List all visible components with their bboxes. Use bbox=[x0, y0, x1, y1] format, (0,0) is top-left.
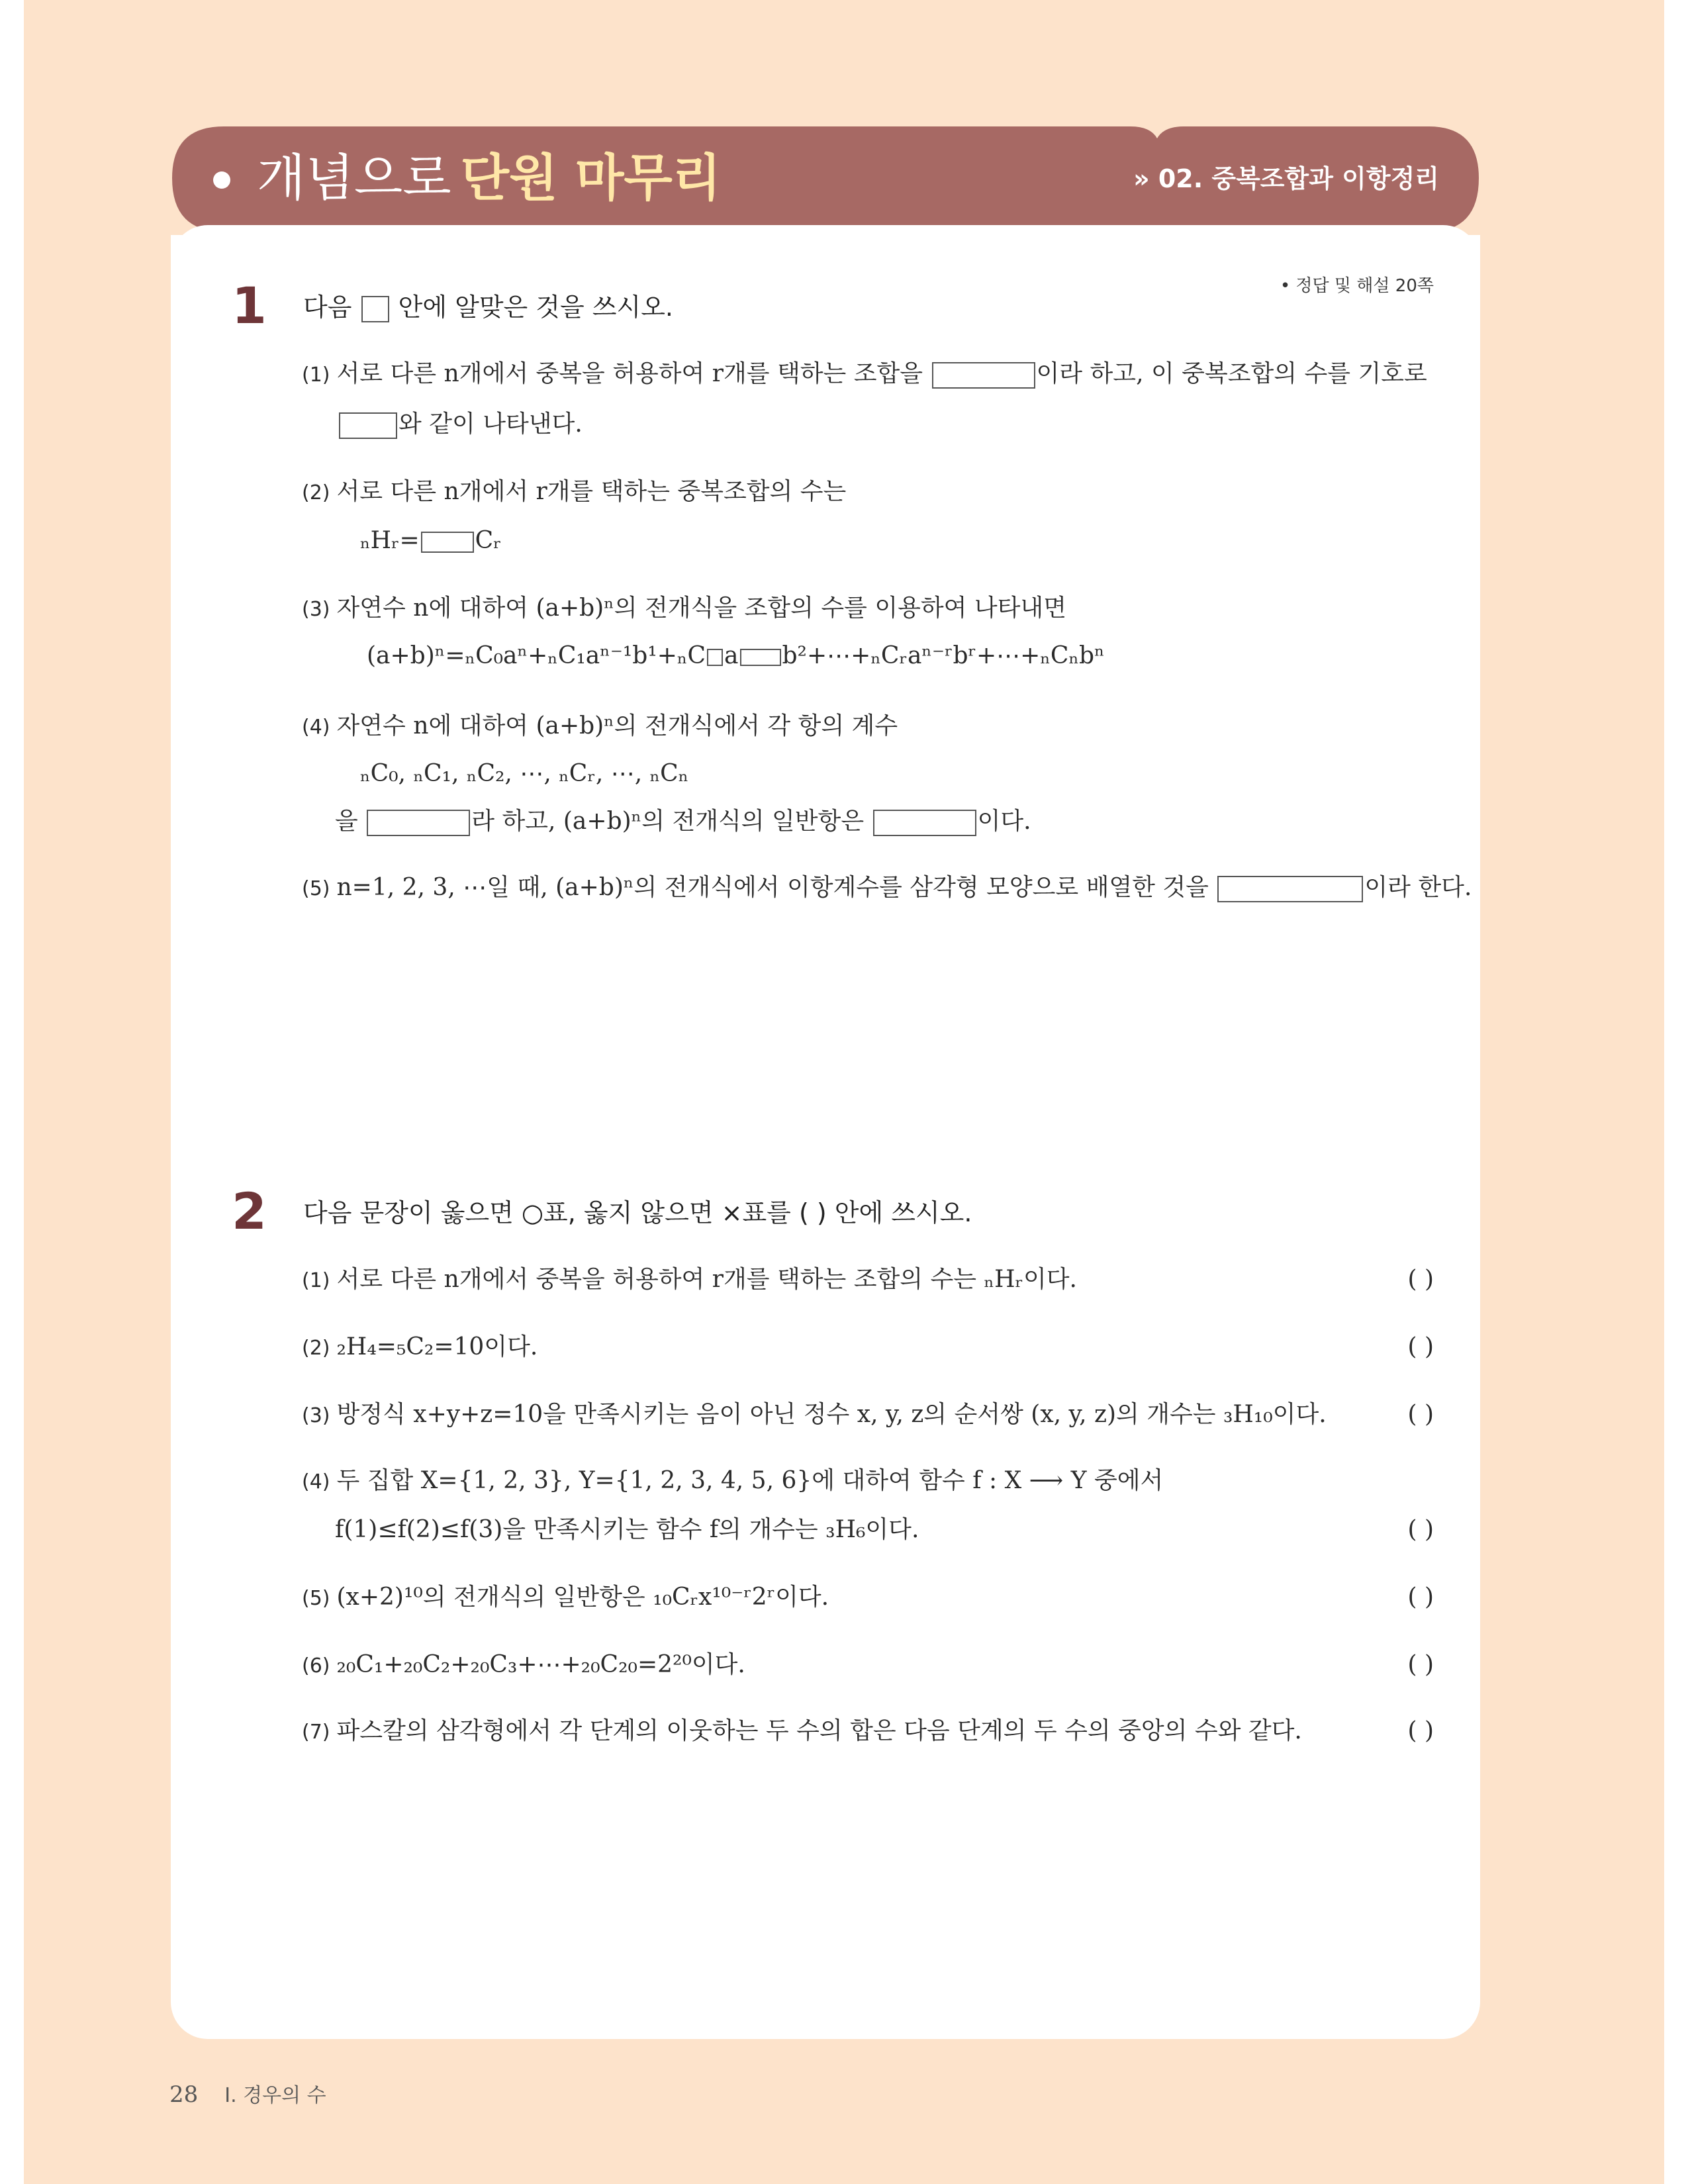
answer-paren[interactable]: ( ) bbox=[1407, 1266, 1434, 1293]
q1-item-4-line1 bbox=[302, 710, 898, 743]
question-title bbox=[303, 291, 673, 324]
item-text: 파스칼의 삼각형에서 각 단계의 이웃하는 두 수의 합은 다음 단계의 두 수의 중앙의 수와 같다. bbox=[336, 1717, 1302, 1744]
q1-item-4-line2: ₙC₀, ₙC₁, ₙC₂, ⋯, ₙCᵣ, ⋯, ₙCₙ bbox=[360, 760, 689, 787]
item-text: 라 하고, (a+b)ⁿ의 전개식의 일반항은 bbox=[471, 808, 865, 835]
item-number: (3) bbox=[302, 1404, 330, 1427]
item-text: ₂H₄=₅C₂=10이다. bbox=[336, 1333, 538, 1360]
item-number: (4) bbox=[302, 1470, 330, 1494]
answer-blank[interactable] bbox=[873, 810, 976, 836]
item-number: (7) bbox=[302, 1721, 330, 1744]
answer-paren[interactable]: ( ) bbox=[1407, 1717, 1434, 1744]
question-number: 2 bbox=[232, 1182, 267, 1241]
q2-item-5 bbox=[302, 1582, 829, 1615]
content-card bbox=[171, 235, 1480, 2039]
chapter-label: I. 경우의 수 bbox=[224, 2084, 326, 2107]
item-number: (4) bbox=[302, 716, 330, 739]
answer-paren[interactable]: ( ) bbox=[1407, 1651, 1434, 1678]
banner-title-bold: 단원 마무리 bbox=[460, 148, 722, 207]
q1-item-1-line1 bbox=[302, 358, 1427, 391]
item-text: 방정식 x+y+z=10을 만족시키는 음이 아닌 정수 x, y, z의 순서쌍 (x, y, z)의 개수는 ₃H₁₀이다. bbox=[336, 1401, 1327, 1428]
answer-blank[interactable] bbox=[367, 810, 470, 836]
item-text: 두 집합 X={1, 2, 3}, Y={1, 2, 3, 4, 5, 6}에 대하여 함수 f : X ⟶ Y 중에서 bbox=[336, 1467, 1164, 1494]
item-text: 자연수 n에 대하여 (a+b)ⁿ의 전개식에서 각 항의 계수 bbox=[336, 712, 898, 739]
answer-blank[interactable] bbox=[339, 412, 397, 439]
formula-part: a bbox=[724, 642, 739, 669]
item-text: (x+2)¹⁰의 전개식의 일반항은 ₁₀Cᵣx¹⁰⁻ʳ2ʳ이다. bbox=[336, 1584, 829, 1611]
item-text: 이라 한다. bbox=[1364, 874, 1472, 901]
answer-blank[interactable] bbox=[1217, 876, 1363, 902]
item-text: 이라 하고, 이 중복조합의 수를 기호로 bbox=[1036, 360, 1427, 387]
answer-blank[interactable] bbox=[932, 362, 1035, 389]
item-text: n=1, 2, 3, ⋯일 때, (a+b)ⁿ의 전개식에서 이항계수를 삼각형 모양으로 배열한 것을 bbox=[336, 874, 1209, 901]
answer-blank[interactable] bbox=[707, 649, 723, 666]
item-text: 자연수 n에 대하여 (a+b)ⁿ의 전개식을 조합의 수를 이용하여 나타내면 bbox=[336, 594, 1066, 622]
item-number: (2) bbox=[302, 481, 330, 504]
blank-box bbox=[361, 296, 389, 322]
q1-item-4-line3 bbox=[335, 806, 1031, 837]
banner-title bbox=[257, 145, 721, 211]
formula-part: b²+⋯+ₙCᵣaⁿ⁻ʳbʳ+⋯+ₙCₙbⁿ bbox=[782, 642, 1105, 669]
item-text: 을 bbox=[335, 808, 358, 835]
question-title: 다음 문장이 옳으면 ○표, 옳지 않으면 ×표를 ( ) 안에 쓰시오. bbox=[303, 1198, 972, 1227]
answer-paren[interactable]: ( ) bbox=[1407, 1401, 1434, 1428]
q1-item-5 bbox=[302, 872, 1472, 905]
q2-item-4-line2: f(1)≤f(2)≤f(3)을 만족시키는 함수 f의 개수는 ₃H₆이다. bbox=[335, 1516, 919, 1543]
formula-part: ₙHᵣ= bbox=[360, 527, 420, 554]
item-text: ₂₀C₁+₂₀C₂+₂₀C₃+⋯+₂₀C₂₀=2²⁰이다. bbox=[336, 1651, 745, 1678]
q2-item-3 bbox=[302, 1399, 1327, 1432]
item-text: 서로 다른 n개에서 r개를 택하는 중복조합의 수는 bbox=[336, 478, 847, 505]
answer-reference: • 정답 및 해설 20쪽 bbox=[1280, 276, 1434, 296]
q2-item-1 bbox=[302, 1264, 1077, 1297]
item-number: (1) bbox=[302, 1269, 330, 1292]
item-number: (1) bbox=[302, 363, 330, 387]
item-number: (5) bbox=[302, 1587, 330, 1610]
item-number: (6) bbox=[302, 1654, 330, 1678]
page-footer bbox=[169, 2079, 326, 2108]
q2-item-6 bbox=[302, 1649, 745, 1682]
answer-blank[interactable] bbox=[740, 649, 781, 666]
title-pre: 다음 bbox=[303, 293, 352, 322]
page-number: 28 bbox=[169, 2081, 199, 2108]
title-post: 안에 알맞은 것을 쓰시오. bbox=[398, 293, 674, 322]
formula-part: Cᵣ bbox=[475, 527, 502, 554]
unit-banner bbox=[171, 125, 1480, 233]
q2-item-2 bbox=[302, 1331, 538, 1364]
item-number: (5) bbox=[302, 877, 330, 900]
q1-item-1-line2 bbox=[338, 408, 583, 440]
answer-paren[interactable]: ( ) bbox=[1407, 1584, 1434, 1611]
item-number: (2) bbox=[302, 1337, 330, 1360]
item-text: 서로 다른 n개에서 중복을 허용하여 r개를 택하는 조합을 bbox=[336, 360, 923, 387]
answer-paren[interactable]: ( ) bbox=[1407, 1516, 1434, 1543]
answer-paren[interactable]: ( ) bbox=[1407, 1333, 1434, 1360]
banner-section-label: » 02. 중복조합과 이항정리 bbox=[1133, 164, 1439, 193]
item-text: 서로 다른 n개에서 중복을 허용하여 r개를 택하는 조합의 수는 ₙHᵣ이다. bbox=[336, 1266, 1077, 1293]
banner-title-light: 개념으로 bbox=[257, 148, 451, 207]
item-text: 이다. bbox=[977, 808, 1031, 835]
answer-blank[interactable] bbox=[421, 532, 474, 553]
formula-part: (a+b)ⁿ=ₙC₀aⁿ+ₙC₁aⁿ⁻¹b¹+ₙC bbox=[367, 642, 706, 669]
question-number: 1 bbox=[232, 276, 267, 335]
q1-item-3-line1 bbox=[302, 593, 1066, 626]
q1-item-2-line1 bbox=[302, 476, 846, 509]
q1-item-3-formula bbox=[367, 640, 1105, 672]
q2-item-4-line1 bbox=[302, 1465, 1163, 1498]
item-text: 와 같이 나타낸다. bbox=[399, 410, 583, 438]
q2-item-7 bbox=[302, 1715, 1302, 1748]
item-number: (3) bbox=[302, 598, 330, 621]
q1-item-2-formula bbox=[360, 525, 502, 557]
bullet-icon bbox=[213, 171, 230, 189]
